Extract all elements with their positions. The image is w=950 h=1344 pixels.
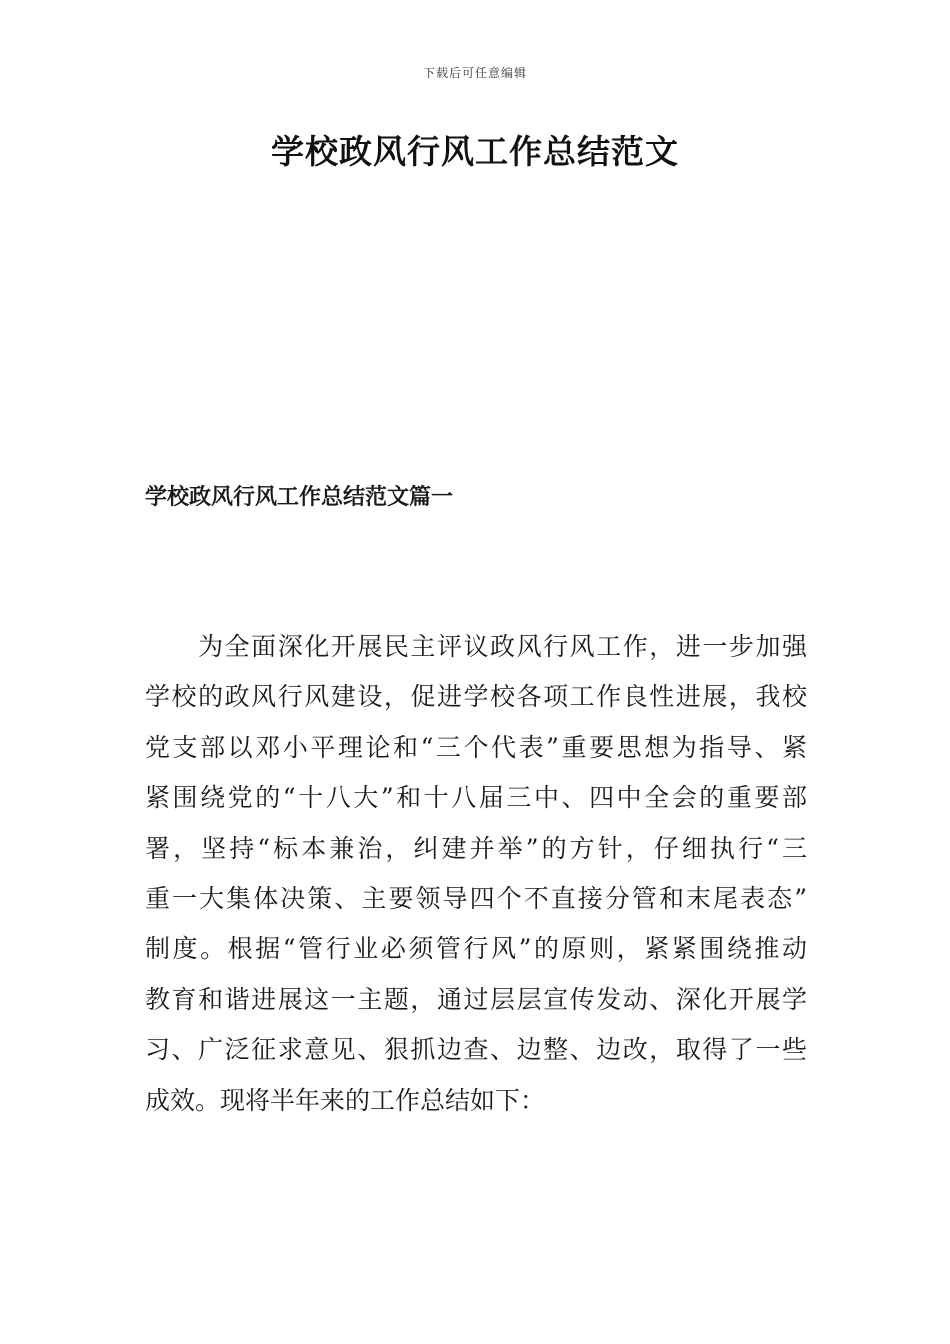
paragraph-line: 制度。根据“管行业必须管行风”的原则，紧紧围绕推动 <box>145 934 807 964</box>
paragraph-line: 党支部以邓小平理论和“三个代表”重要思想为指导、紧 <box>145 732 807 762</box>
paragraph-line: 教育和谐进展这一主题，通过层层宣传发动、深化开展学 <box>145 984 807 1014</box>
paragraph-line: 署，坚持“标本兼治，纠建并举”的方针，仔细执行“三 <box>145 833 807 863</box>
paragraph-line: 学校的政风行风建设，促进学校各项工作良性进展，我校 <box>145 682 807 712</box>
section-heading: 学校政风行风工作总结范文篇一 <box>145 484 454 510</box>
paragraph-line: 紧围绕党的“十八大”和十八届三中、四中全会的重要部 <box>145 783 807 813</box>
header-note: 下载后可任意编辑 <box>422 66 527 80</box>
paragraph-line: 习、广泛征求意见、狠抓边查、边整、边改，取得了一些 <box>145 1035 807 1065</box>
paragraph-line: 成效。现将半年来的工作总结如下： <box>145 1085 546 1115</box>
body-paragraph <box>145 626 807 1130</box>
paragraph-line: 重一大集体决策、主要领导四个不直接分管和末尾表态” <box>145 883 807 913</box>
paragraph-line: 为全面深化开展民主评议政风行风工作，进一步加强 <box>145 632 807 661</box>
document-title: 学校政风行风工作总结范文 <box>271 132 679 171</box>
